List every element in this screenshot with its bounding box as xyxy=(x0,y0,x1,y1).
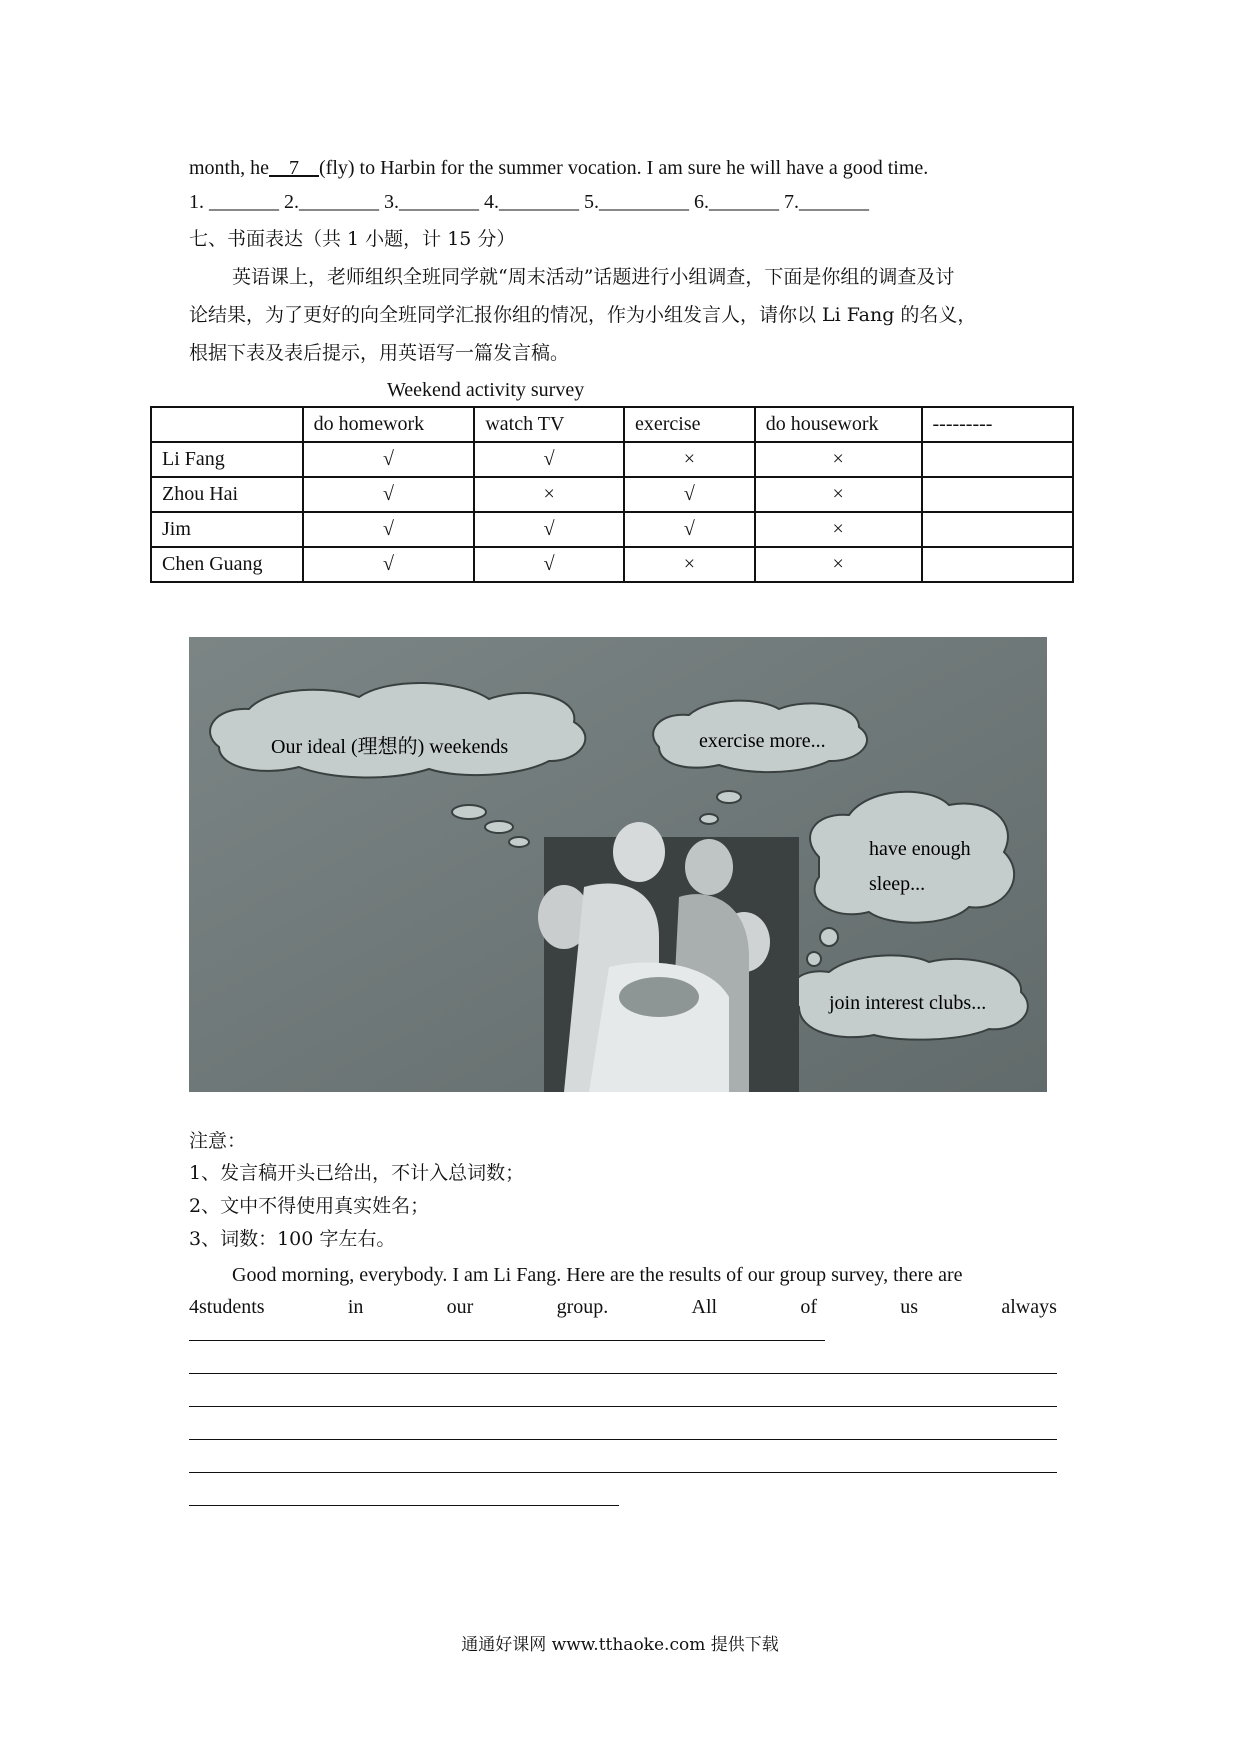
mark-cell: × xyxy=(755,442,922,477)
mark-cell: × xyxy=(755,512,922,547)
mark-cell: × xyxy=(755,477,922,512)
table-caption: Weekend activity survey xyxy=(387,379,585,401)
svg-text:join interest clubs...: join interest clubs... xyxy=(829,992,987,1014)
page-footer: 通通好课网 www.tthaoke.com 提供下载 xyxy=(461,1635,779,1655)
mark-cell xyxy=(922,512,1074,547)
note-3: 3、词数：100 字左右。 xyxy=(189,1228,396,1250)
notes-title: 注意： xyxy=(189,1130,247,1152)
intro-line-3: 根据下表及表后提示，用英语写一篇发言稿。 xyxy=(189,342,570,364)
survey-table xyxy=(150,406,1074,583)
note-1: 1、发言稿开头已给出，不计入总词数； xyxy=(189,1162,525,1184)
blank-7: 7 xyxy=(289,157,299,179)
passage-line: month, he 7 (fly) to Harbin for the summer vocation. I am sure he will have a good time. xyxy=(189,157,929,179)
header-cell xyxy=(151,407,303,442)
mark-cell: √ xyxy=(303,442,475,477)
section-title: 七、书面表达（共 1 小题，计 15 分） xyxy=(189,228,516,250)
writing-line[interactable] xyxy=(189,1373,1057,1374)
mark-cell: √ xyxy=(303,547,475,582)
student-name: Chen Guang xyxy=(151,547,303,582)
svg-text:have enough: have enough xyxy=(869,838,971,860)
table-row xyxy=(151,477,1073,512)
svg-text:Our ideal (理想的) weekends: Our ideal (理想的) weekends xyxy=(271,736,509,758)
photo-illustration xyxy=(189,637,1047,1092)
mark-cell xyxy=(922,547,1074,582)
student-name: Jim xyxy=(151,512,303,547)
mark-cell: √ xyxy=(303,512,475,547)
mark-cell: √ xyxy=(624,477,755,512)
mark-cell: × xyxy=(474,477,624,512)
answer-blanks[interactable]: 1. _______ 2.________ 3.________ 4.________ 5._________ 6._______ 7._______ xyxy=(189,191,869,213)
writing-line[interactable] xyxy=(189,1406,1057,1407)
essay-start-line-1: Good morning, everybody. I am Li Fang. Here are the results of our group survey, there are xyxy=(232,1264,963,1286)
header-cell: do housework xyxy=(755,407,922,442)
table-row xyxy=(151,512,1073,547)
note-2: 2、文中不得使用真实姓名； xyxy=(189,1195,430,1217)
writing-line[interactable] xyxy=(189,1340,825,1341)
svg-text:sleep...: sleep... xyxy=(869,873,926,895)
table-row xyxy=(151,442,1073,477)
header-cell: exercise xyxy=(624,407,755,442)
header-cell: watch TV xyxy=(474,407,624,442)
header-cell: do homework xyxy=(303,407,475,442)
mark-cell: × xyxy=(624,442,755,477)
essay-start-line-2: 4students in our group. All of us always xyxy=(189,1296,1057,1318)
table-row xyxy=(151,547,1073,582)
intro-line-2: 论结果，为了更好的向全班同学汇报你组的情况，作为小组发言人，请你以 Li Fang 的名义， xyxy=(189,304,977,326)
svg-text:exercise more...: exercise more... xyxy=(699,730,826,752)
mark-cell xyxy=(922,477,1074,512)
mark-cell xyxy=(922,442,1074,477)
mark-cell: √ xyxy=(303,477,475,512)
mark-cell: √ xyxy=(474,442,624,477)
header-cell: --------- xyxy=(922,407,1074,442)
weekend-photo xyxy=(189,637,1047,1092)
writing-line[interactable] xyxy=(189,1505,619,1506)
mark-cell: √ xyxy=(624,512,755,547)
table-header-row xyxy=(151,407,1073,442)
student-name: Zhou Hai xyxy=(151,477,303,512)
children-group xyxy=(538,822,799,1092)
student-name: Li Fang xyxy=(151,442,303,477)
writing-line[interactable] xyxy=(189,1472,1057,1473)
writing-line[interactable] xyxy=(189,1439,1057,1440)
mark-cell: √ xyxy=(474,547,624,582)
intro-line-1: 英语课上，老师组织全班同学就“周末活动”话题进行小组调查，下面是你组的调查及讨 xyxy=(232,266,955,288)
mark-cell: √ xyxy=(474,512,624,547)
mark-cell: × xyxy=(624,547,755,582)
mark-cell: × xyxy=(755,547,922,582)
